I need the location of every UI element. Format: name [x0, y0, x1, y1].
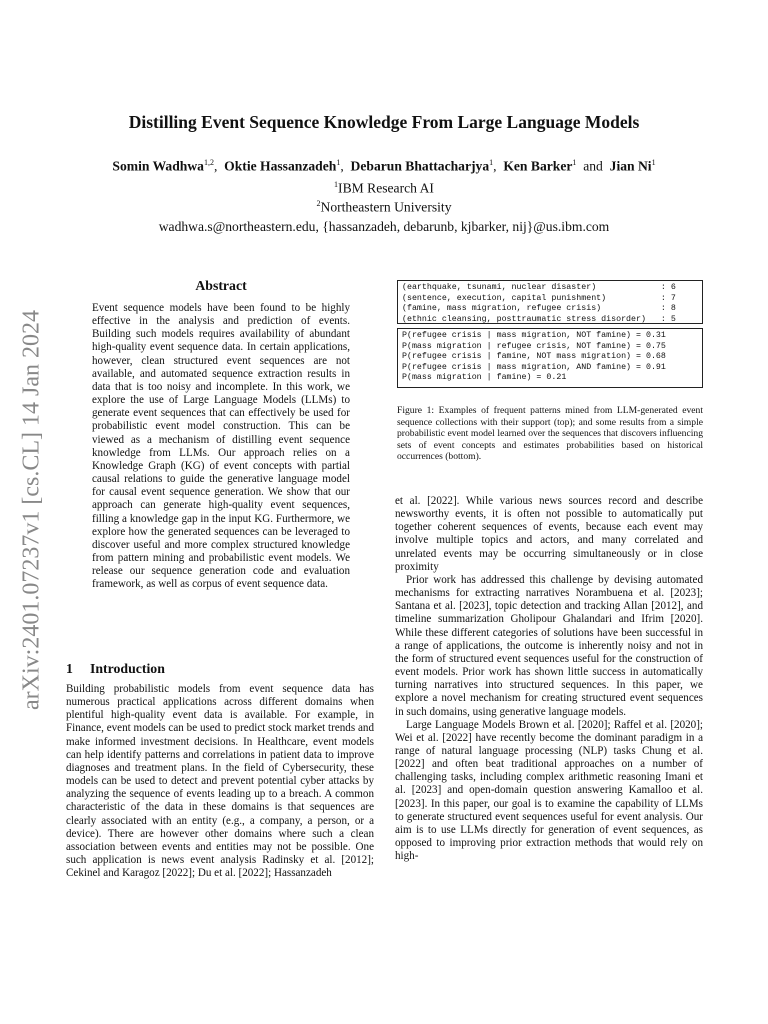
- right-column-body: [395, 495, 703, 863]
- affiliation: [60, 199, 708, 216]
- author-list: [40, 158, 728, 175]
- author-name: Ken Barker: [503, 158, 573, 174]
- author-name: Somin Wadhwa: [112, 158, 204, 174]
- author-affiliation-mark: 1: [336, 158, 341, 167]
- section-number: 1: [66, 661, 73, 676]
- probability-line: P(refugee crisis | mass migration, NOT famine) = 0.31: [402, 331, 666, 340]
- pattern-line: (ethnic cleansing, posttraumatic stress disorder) : 5: [402, 314, 676, 324]
- author-name: Oktie Hassanzadeh: [224, 158, 337, 174]
- paragraph: Large Language Models Brown et al. [2020]; Raffel et al. [2020]; Wei et al. [2022] have recently become the dominant paradigm in a range of natural language processing (NLP) tasks Chung et al. [2022] and often beat traditional approaches on a number of challenging tasks, including complex arithmetic reasoning Imani et al. [2023] and open-domain question answering Kamalloo et al. [2023]. In this paper, our goal is to examine the capability of LLMs to generate structured event sequences useful for event analysis. Our aim is to use LLMs directly for generation of event sequences, as opposed to improving prior extraction methods that would rely on high-: [395, 718, 703, 863]
- author-separator: ,: [340, 158, 344, 174]
- author-affiliation-mark: 1: [572, 158, 577, 167]
- author-name: Debarun Bhattacharjya: [350, 158, 490, 174]
- author-separator: ,: [493, 158, 497, 174]
- figure-caption: Figure 1: Examples of frequent patterns mined from LLM-generated event sequence collections with their support (top); and some results from a simple probabilistic event model learned over the sequences that discovers influencing sets of event concepts and estimates probabilities based on historical occurrences (bottom).: [397, 405, 703, 463]
- author-and: and: [583, 158, 603, 174]
- arxiv-sidebar-stamp: [12, 280, 52, 740]
- pattern-line: (sentence, execution, capital punishment) : 7: [402, 293, 676, 303]
- paragraph: et al. [2022]. While various news sources record and describe newsworthy events, it is often not possible to automatically put together coherent sequences of events, because each event may involve multiple topics and actors, and many correlated and unrelated events may be occurring simultaneously or in close proximity: [395, 495, 703, 573]
- figure-patterns-box: [397, 280, 703, 324]
- affiliation-name: Northeastern University: [320, 199, 452, 215]
- arxiv-identifier: arXiv:2401.07237v1 [cs.CL] 14 Jan 2024: [18, 310, 45, 710]
- pattern-line: (famine, mass migration, refugee crisis) : 8: [402, 304, 676, 313]
- probability-line: P(refugee crisis | famine, NOT mass migration) = 0.68: [402, 352, 666, 361]
- author-name: Jian Ni: [609, 158, 652, 174]
- probability-line: P(mass migration | refugee crisis, NOT famine) = 0.75: [402, 341, 666, 351]
- section-heading-introduction: [66, 661, 366, 677]
- abstract-body: Event sequence models have been found to be highly effective in the analysis and prediction of events. Building such models requires availability of abundant high-quality event sequence data. In certain applications, however, clean structured event sequences are not available, and automated sequence extraction results in data that is too noisy and incomplete. In this work, we explore the use of Large Language Models (LLMs) to generate event sequences that can effectively be used for probabilistic event model construction. This can be viewed as a mechanism of distilling event sequence knowledge from LLMs. Our approach relies on a Knowledge Graph (KG) of event concepts with partial causal relations to guide the generative language model for causal event sequence generation. We show that our approach can generate high-quality event sequences, filling a knowledge gap in the input KG. Furthermore, we explore how the generated sequences can be leveraged to discover useful and more complex structured knowledge from pattern mining and probabilistic event models. We release our sequence generation code and evaluation framework, as well as corpus of event sequence data.: [92, 302, 350, 591]
- paper-title: Distilling Event Sequence Knowledge From Large Language Models: [128, 112, 640, 132]
- pattern-line: (earthquake, tsunami, nuclear disaster) : 6: [402, 283, 676, 292]
- section-title: Introduction: [90, 661, 165, 676]
- paragraph: Prior work has addressed this challenge by devising automated mechanisms for extracting narratives Norambuena et al. [2023]; Santana et al. [2023], topic detection and tracking Allan [2012], and timeline summarization Gholipour Ghalandari and Ifrim [2020]. While these different categories of solutions have been successful in a range of applications, the outcome is inherently noisy and not in the form of structured event sequences useful for the construction of event models. Prior work has shown little success in automatically turning narratives into structured sequences. In this paper, we explore a novel mechanism for creating structured event sequences in such domains, using generative language models.: [395, 573, 703, 718]
- affiliation: [60, 180, 708, 197]
- author-affiliation-mark: 1: [489, 158, 494, 167]
- introduction-body: Building probabilistic models from event sequence data has numerous practical applications across different domains when plentiful high-quality event data is available. For example, in Finance, event models can be used to predict stock market trends and make informed investment decisions. In Healthcare, event models can help identify patterns and correlations in patient data to improve diagnoses and treatment plans. In the field of Cybersecurity, these models can be used to detect and prevent potential cyber attacks by analyzing the sequence of events leading up to a breach. A common characteristic of the data in these domains is that sequences are clearly associated with an entity (e.g., a company, a person, or a device). There are however other domains where such a clean association between events and entities may not be possible. One such application is news event analysis Radinsky et al. [2012]; Cekinel and Karagoz [2022]; Du et al. [2022]; Hassanzadeh: [66, 683, 374, 880]
- affiliation-mark: 2: [316, 199, 321, 208]
- author-emails: wadhwa.s@northeastern.edu, {hassanzadeh, debarunb, kjbarker, nij}@us.ibm.com: [158, 219, 610, 234]
- author-separator: ,: [213, 158, 218, 174]
- author-affiliation-mark: 1,2: [203, 158, 214, 167]
- affiliation-name: IBM Research AI: [338, 180, 434, 196]
- author-affiliation-mark: 1: [651, 158, 656, 167]
- affiliation-mark: 1: [334, 180, 339, 189]
- probability-line: P(refugee crisis | mass migration, AND famine) = 0.91: [402, 362, 666, 372]
- probability-line: P(mass migration | famine) = 0.21: [402, 373, 567, 382]
- figure-probabilities-box: [397, 328, 703, 388]
- abstract-heading: Abstract: [195, 278, 247, 293]
